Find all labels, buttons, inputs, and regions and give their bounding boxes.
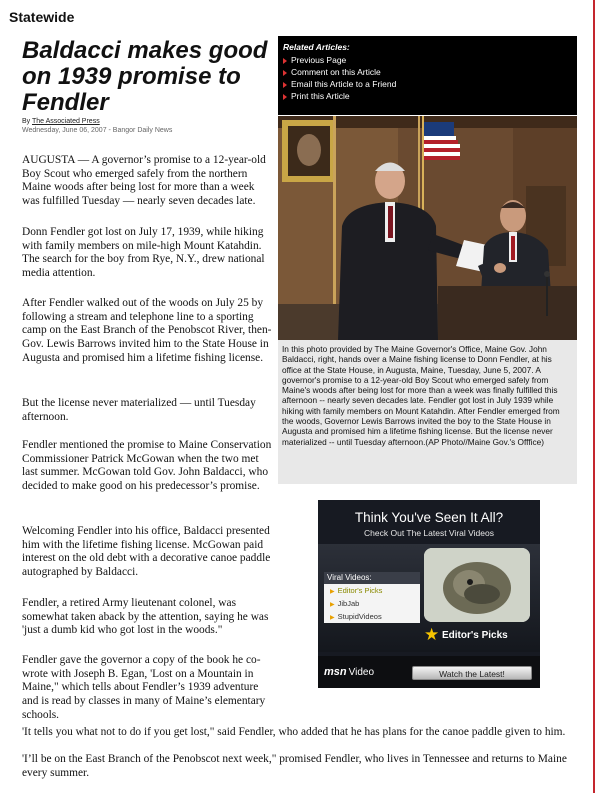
bullet-icon xyxy=(283,94,287,100)
video-thumbnail[interactable] xyxy=(424,548,530,622)
related-articles-box xyxy=(278,36,577,115)
previous-page-link[interactable] xyxy=(283,54,396,66)
msn-video-logo xyxy=(324,666,374,678)
byline-author-link[interactable]: The Associated Press xyxy=(32,118,100,125)
paragraph-5: Fendler mentioned the promise to Maine Conservation Commissioner Patrick McGowan when the two met last summer. McGowan told Gov. John Baldacci, who decided to make good on his predecessor’s promise. xyxy=(22,439,272,493)
viral-item-editors-picks[interactable] xyxy=(324,584,420,597)
watch-latest-button[interactable]: Watch the Latest! xyxy=(412,666,532,680)
viral-item-label: JibJab xyxy=(337,599,360,608)
arrow-icon: ▶ xyxy=(330,615,335,621)
viral-item-label: Editor's Picks xyxy=(337,586,383,595)
right-accent-rule xyxy=(593,0,595,793)
msn-video-ad[interactable] xyxy=(318,500,540,688)
bullet-icon xyxy=(283,82,287,88)
ad-headline: Think You've Seen It All? xyxy=(354,510,504,525)
paragraph-2: Donn Fendler got lost on July 17, 1939, while hiking with family members on mile-high Mount Katahdin. The search for the boy from Rye, N.Y., drew national media attention. xyxy=(22,226,265,280)
byline-prefix: By xyxy=(22,118,31,125)
paragraph-3: After Fendler walked out of the woods on July 25 by following a stream and telephone line to a sporting camp on the East Branch of the Penobscot River, then-Gov. Lewis Barrows invited him to the State House in Augusta and promised him a lifetime fishing license. xyxy=(22,297,272,364)
paragraph-6: Welcoming Fendler into his office, Baldacci presented him with the lifetime fishing license. McGowan paid interest on the old debt with a decorative canoe paddle autographed by Baldacci. xyxy=(22,525,271,579)
paragraph-9: 'It tells you what not to do if you get lost," said Fendler, who added that he has plans for the canoe paddle given to him. xyxy=(22,726,566,738)
print-article-link[interactable] xyxy=(283,90,396,102)
bullet-icon xyxy=(283,58,287,64)
previous-page-label: Previous Page xyxy=(291,55,347,65)
related-articles-title: Related Articles: xyxy=(283,42,350,52)
photo-caption: In this photo provided by The Maine Governor's Office, Maine Gov. John Baldacci, right, hands over a Maine fishing license to Donn Fendler, at his office at the State House, in Augusta, Maine, Tuesday, June 5, 2007. A governor's promise to a 12-year-old Boy Scout who emerged safely from Maine's woods after being lost for more than a week was finally fulfilled this afternoon -- nearly seven decades late. Fendler got lost in July 1939 while hiking with family members on Mount Katahdin. After Fendler emerged from the woods, Governor Lewis Barrows invited the boy to the State House in Augusta and promised him a lifetime fishing license. But the license never materialized -- until Tuesday afternoon.(AP Photo//Maine Gov.'s Offfice) xyxy=(282,344,560,447)
email-article-label: Email this Article to a Friend xyxy=(291,79,397,89)
email-article-link[interactable] xyxy=(283,78,396,90)
ad-subhead: Check Out The Latest Viral Videos xyxy=(364,528,494,538)
viral-item-label: StupidVideos xyxy=(337,612,382,621)
article-photo xyxy=(278,116,577,340)
star-icon: ★ xyxy=(424,625,440,644)
photo-caption-box xyxy=(278,340,577,484)
viral-item-stupidvideos[interactable] xyxy=(324,610,420,623)
dateline: Wednesday, June 06, 2007 - Bangor Daily News xyxy=(22,127,173,134)
comment-label: Comment on this Article xyxy=(291,67,381,77)
paragraph-7: Fendler, a retired Army lieutenant colonel, was somewhat taken aback by the attention, saying he was 'just a dumb kid who got lost in the woods." xyxy=(22,597,269,637)
arrow-icon: ▶ xyxy=(330,602,335,608)
paragraph-10: 'I’ll be on the East Branch of the Penobscot next week," promised Fendler, who lives in Tennessee and returns to Maine every summer. xyxy=(22,753,567,779)
print-article-label: Print this Article xyxy=(291,91,350,101)
paragraph-4: But the license never materialized — until Tuesday afternoon. xyxy=(22,397,256,423)
viral-videos-label: Viral Videos: xyxy=(324,572,420,584)
bullet-icon xyxy=(283,70,287,76)
viral-videos-list xyxy=(324,584,420,623)
related-links xyxy=(283,54,396,102)
editors-picks-badge: Editor's Picks xyxy=(442,630,508,641)
paragraph-8: Fendler gave the governor a copy of the book he co-wrote with Joseph B. Egan, 'Lost on a Mountain in Maine," which tells about Fendler’s 1939 adventure and is read by classes in many of Maine’s elementary schools. xyxy=(22,654,266,721)
comment-link[interactable] xyxy=(283,66,396,78)
arrow-icon: ▶ xyxy=(330,589,335,595)
section-label: Statewide xyxy=(9,9,75,25)
msn-brand: msn xyxy=(324,666,347,678)
video-brand-suffix: Video xyxy=(348,667,375,678)
viral-item-jibjab[interactable] xyxy=(324,597,420,610)
paragraph-1: AUGUSTA — A governor’s promise to a 12-year-old Boy Scout who emerged safely from the northern Maine woods after being lost for more than a week was fulfilled Tuesday — nearly seven decades late. xyxy=(22,154,266,208)
byline xyxy=(22,118,100,125)
article-headline: Baldacci makes good on 1939 promise to Fendler xyxy=(22,37,268,116)
